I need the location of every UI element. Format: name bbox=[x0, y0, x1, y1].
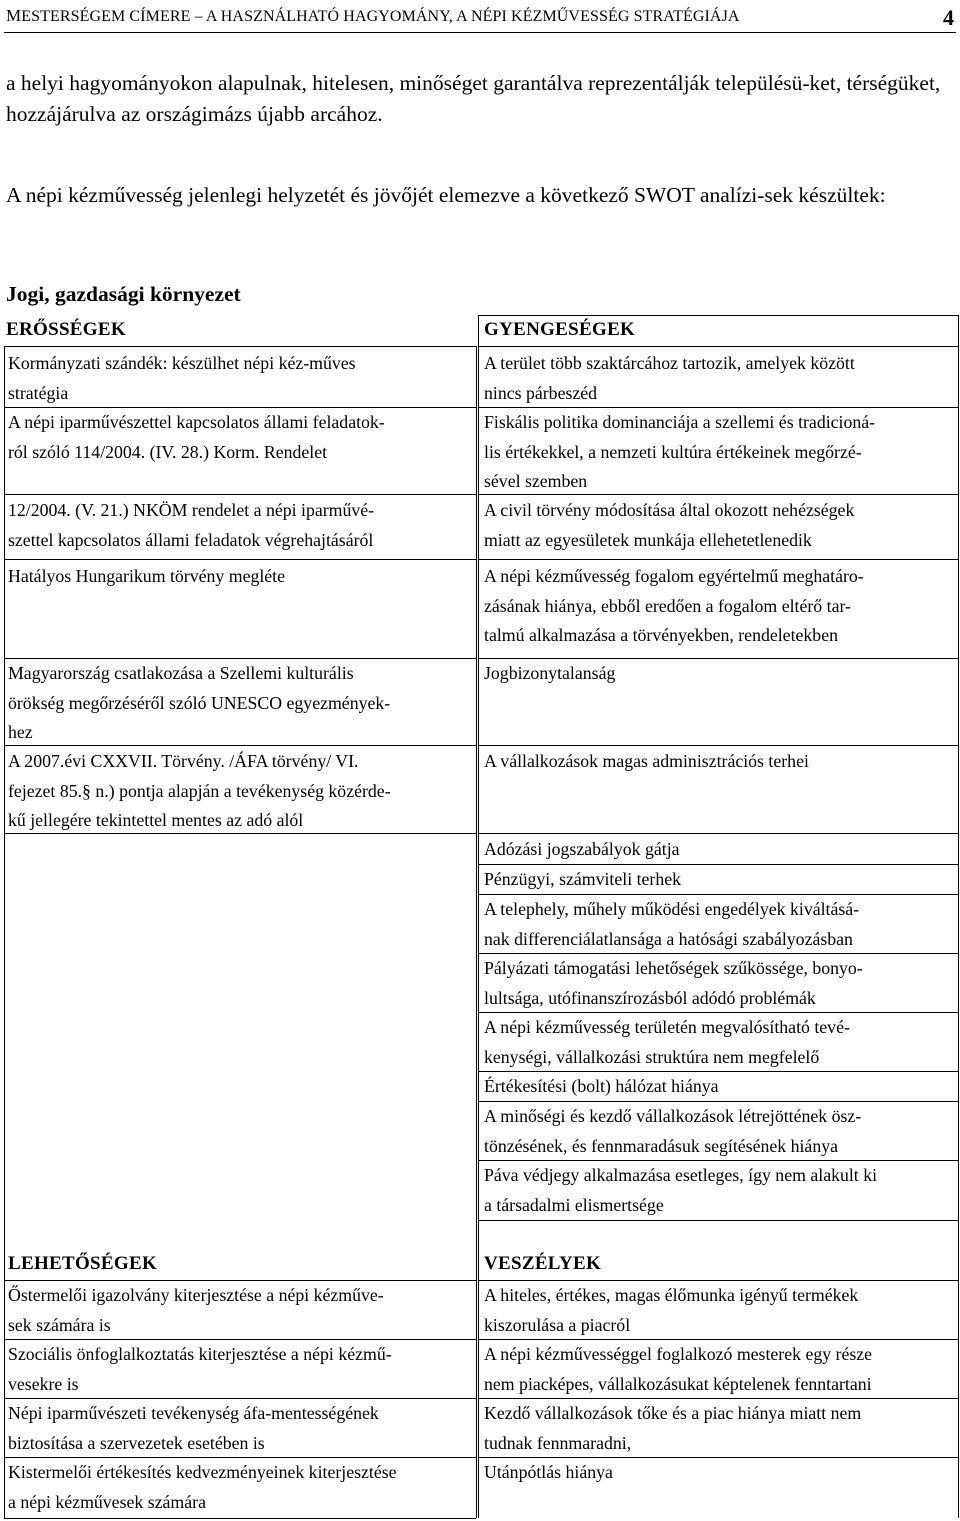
strengths-heading: ERŐSSÉGEK bbox=[6, 319, 126, 340]
strengths-cell: A 2007.évi CXXVII. Törvény. /ÁFA törvény/ VI. fejezet 85.§ n.) pontja alapján a tevékenység közérde- kű jellegére tekintettel mentes az adó alól bbox=[8, 751, 391, 830]
weaknesses-cell: A népi kézművesség területén megvalósítható tevé- kenységi, vállalkozási struktúra nem megfelelő bbox=[484, 1017, 850, 1067]
weaknesses-heading: GYENGESÉGEK bbox=[484, 319, 636, 340]
weaknesses-cell: Pénzügyi, számviteli terhek bbox=[484, 869, 682, 889]
section-title: Jogi, gazdasági környezet bbox=[6, 282, 241, 306]
opportunities-cell: Őstermelői igazolvány kiterjesztése a népi kézműve- sek számára is bbox=[8, 1285, 384, 1335]
opportunities-rule-bottom bbox=[4, 1518, 476, 1519]
weaknesses-cell: A vállalkozások magas adminisztrációs terhei bbox=[484, 751, 809, 771]
opportunities-cell: Szociális önfoglalkoztatás kiterjesztése a népi kézmű- vesekre is bbox=[8, 1344, 392, 1394]
weaknesses-cell: Fiskális politika dominanciája a szellemi és tradicioná- lis értékekkel, a nemzeti kultúra értékeinek megőrzé- sével szemben bbox=[484, 412, 876, 491]
weaknesses-cell: A civil törvény módosítása által okozott nehézségek miatt az egyesületek munkája ellehetetlenedik bbox=[484, 500, 855, 550]
weaknesses-cell: Páva védjegy alkalmazása esetleges, így nem alakult ki a társadalmi elismertsége bbox=[484, 1165, 878, 1215]
opportunities-cell: Népi iparművészeti tevékenység áfa-mentességének biztosítása a szervezetek esetében is bbox=[8, 1403, 379, 1453]
weaknesses-rule-head bbox=[478, 346, 959, 347]
strengths-cell: 12/2004. (V. 21.) NKÖM rendelet a népi iparművé- szettel kapcsolatos állami feladatok végrehajtásáról bbox=[8, 500, 375, 550]
weaknesses-cell: A népi kézművesség fogalom egyértelmű meghatáro- zásának hiánya, ebből eredően a fogalom eltérő tar- talmú alkalmazása a törvényekben, rendeletekben bbox=[484, 566, 864, 645]
weaknesses-rule-top bbox=[478, 315, 959, 316]
threats-cell: A hiteles, értékes, magas élőmunka igényű termékek kiszorulása a piacról bbox=[484, 1285, 859, 1335]
page-number: 4 bbox=[943, 5, 954, 30]
weaknesses-rule bbox=[478, 833, 959, 834]
strengths-cell: A népi iparművészettel kapcsolatos állami feladatok- ról szóló 114/2004. (IV. 28.) Korm. Rendelet bbox=[8, 412, 385, 462]
opportunities-heading: LEHETŐSÉGEK bbox=[8, 1253, 158, 1274]
strengths-rule-top bbox=[4, 346, 476, 347]
threats-cell: Kezdő vállalkozások tőke és a piac hiánya miatt nem tudnak fennmaradni, bbox=[484, 1403, 862, 1453]
table-divider-right bbox=[478, 315, 479, 1518]
weaknesses-cell: A terület több szaktárcához tartozik, amelyek között nincs párbeszéd bbox=[484, 353, 855, 403]
intro-paragraph-1: a helyi hagyományokon alapulnak, hitelesen, minőséget garantálva reprezentálják településü-ket, térségüket, hozzájárulva az országimázs újabb arcához. bbox=[6, 71, 941, 126]
weaknesses-cell: A telephely, műhely működési engedélyek kiváltásá- nak differenciálatlansága a hatósági szabályozásban bbox=[484, 899, 860, 949]
threats-cell: A népi kézművességgel foglalkozó mesterek egy része nem piacképes, vállalkozásukat képtelenek fenntartani bbox=[484, 1344, 873, 1394]
weaknesses-rule bbox=[478, 745, 959, 746]
running-header bbox=[4, 2, 956, 33]
running-title bbox=[6, 6, 740, 26]
table-border-left bbox=[4, 346, 5, 1518]
strengths-cell: Kormányzati szándék: készülhet népi kéz-műves stratégia bbox=[8, 353, 356, 403]
weaknesses-rule bbox=[478, 559, 959, 560]
table-divider-left bbox=[476, 346, 477, 1518]
strengths-cell: Magyarország csatlakozása a Szellemi kulturális örökség megőrzéséről szóló UNESCO egyezmények- hez bbox=[8, 663, 391, 742]
weaknesses-cell: Pályázati támogatási lehetőségek szűkössége, bonyo- lultsága, utófinanszírozásból adódó problémák bbox=[484, 958, 863, 1008]
weaknesses-rule bbox=[478, 1220, 959, 1221]
strengths-rule bbox=[4, 494, 476, 495]
threats-cell: Utánpótlás hiánya bbox=[484, 1462, 613, 1482]
strengths-rule bbox=[4, 559, 476, 560]
weaknesses-cell: A minőségi és kezdő vállalkozások létrejöttének ösz- tönzésének, és fennmaradásuk segítésének hiánya bbox=[484, 1106, 862, 1156]
weaknesses-cell: Értékesítési (bolt) hálózat hiánya bbox=[484, 1076, 719, 1096]
opportunities-cell: Kistermelői értékesítés kedvezményeinek kiterjesztése a népi kézművesek számára bbox=[8, 1462, 397, 1512]
table-border-right bbox=[958, 315, 959, 1518]
strengths-cell: Hatályos Hungarikum törvény megléte bbox=[8, 566, 286, 586]
running-title-text: ESTERSÉGEM CÍMERE – A HASZNÁLHATÓ HAGYOMÁNY, A NÉPI KÉZMŰVESSÉG STRATÉGIÁJA bbox=[21, 8, 740, 25]
running-title-initial: M bbox=[6, 6, 22, 25]
weaknesses-cell: Jogbizonytalanság bbox=[484, 663, 616, 683]
weaknesses-cell: Adózási jogszabályok gátja bbox=[484, 839, 680, 859]
intro-paragraph-2: A népi kézművesség jelenlegi helyzetét és jövőjét elemezve a következő SWOT analízi-sek készültek: bbox=[6, 183, 886, 207]
threats-heading: VESZÉLYEK bbox=[484, 1253, 602, 1274]
